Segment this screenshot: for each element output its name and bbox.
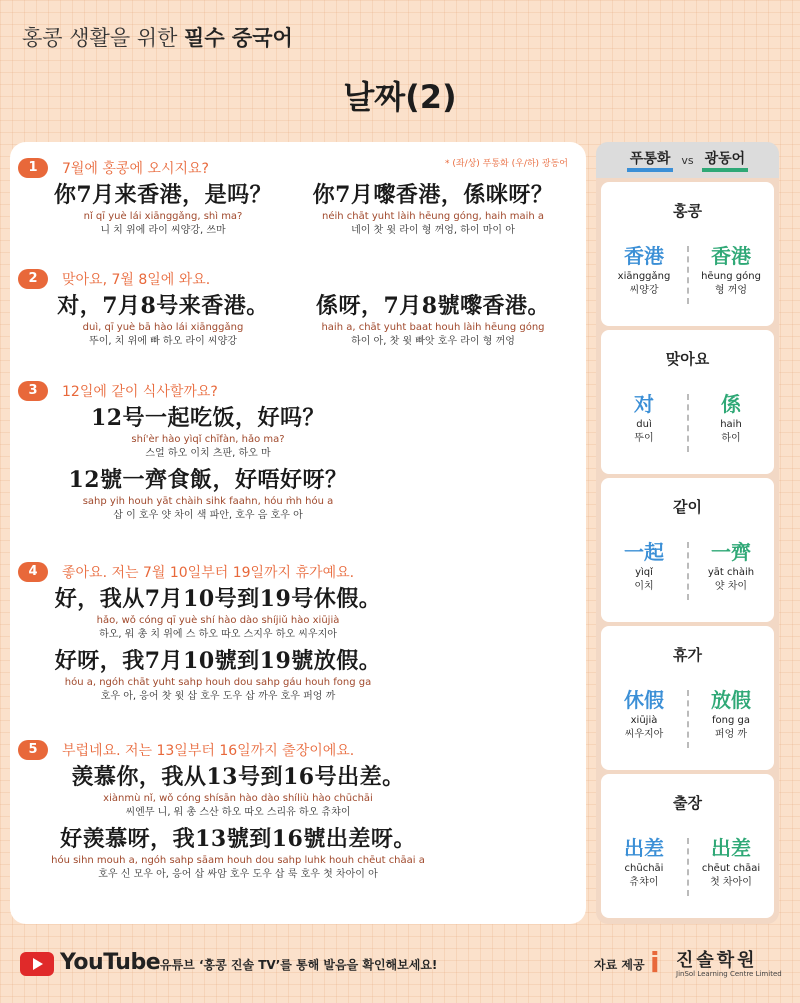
cantonese-korean-reading: 첫 차아이 — [710, 877, 752, 888]
mandarin-korean-reading: 뚜이, 치 위에 빠 하오 라이 씨양강 — [89, 336, 237, 347]
mandarin-korean-reading: 씨엔무 니, 워 총 스산 하오 따오 스리유 하오 츄챠이 — [125, 807, 351, 818]
lesson-korean: 12일에 같이 식사할까요? — [62, 384, 218, 400]
series-subtitle: 홍콩 생활을 위한 필수 중국어 — [22, 26, 293, 50]
vocab-korean: 홍콩 — [673, 202, 702, 220]
lesson-number: 4 — [18, 562, 48, 582]
lesson-2 — [18, 267, 578, 349]
youtube-play-icon[interactable] — [20, 952, 54, 976]
lesson-4 — [18, 560, 578, 704]
mandarin-romanization: xiūjià — [630, 715, 658, 726]
vocab-korean: 휴가 — [673, 646, 702, 664]
mandarin-korean-reading: 츄챠이 — [629, 877, 659, 888]
mandarin-sentence: 羡慕你，我从13号到16号出差。 — [71, 764, 405, 790]
cantonese-korean-reading: 하이 — [721, 433, 741, 444]
lesson-korean: 7월에 홍콩에 오시지요? — [62, 161, 209, 177]
jinsol-logo — [650, 946, 790, 982]
mandarin-romanization: xiānggǎng — [617, 271, 671, 282]
cantonese-korean-reading: 퍼엉 까 — [714, 729, 748, 740]
mandarin-romanization: chūchāi — [624, 863, 664, 874]
mandarin-korean-reading: 이치 — [634, 581, 654, 592]
mandarin-korean-reading: 스얼 하오 이치 츠판, 하오 마 — [145, 448, 271, 459]
cantonese-word: 香港 — [711, 244, 751, 268]
lesson-number: 5 — [18, 740, 48, 760]
cantonese-korean-reading: 하이 아, 찻 윗 빠앗 호우 라이 형 꺼엉 — [351, 336, 515, 347]
mandarin-romanization: yìqǐ — [635, 567, 653, 578]
cantonese-korean-reading: 호우 아, 응어 찻 윗 삽 호우 도우 삽 까우 호우 퍼엉 까 — [100, 691, 336, 702]
lesson-card — [10, 142, 586, 924]
logo-name: 진솔학원 — [676, 950, 758, 971]
cantonese-romanization: fong ga — [712, 715, 750, 726]
lesson-1 — [18, 156, 578, 238]
youtube-message: 유튜브 ‘홍콩 진솔 TV’를 통해 발음을 확인해보세요! — [160, 958, 438, 972]
cantonese-sentence: 好呀，我7月10號到19號放假。 — [54, 648, 382, 674]
mandarin-sentence: 好，我从7月10号到19号休假。 — [54, 586, 382, 612]
lesson-3 — [18, 379, 578, 523]
lesson-number: 2 — [18, 269, 48, 289]
mandarin-sentence: 对，7月8号来香港。 — [57, 293, 269, 319]
mandarin-label: 푸통화 — [627, 148, 674, 172]
vocab-korean: 맞아요 — [665, 350, 710, 368]
lesson-5 — [18, 738, 578, 882]
lesson-number: 1 — [18, 158, 48, 178]
lesson-korean: 맞아요, 7월 8일에 와요. — [62, 272, 211, 288]
mandarin-korean-reading: 씨우지아 — [624, 729, 664, 740]
youtube-wordmark[interactable]: YouTube — [60, 950, 161, 975]
cantonese-korean-reading: 네이 찻 윗 라이 형 꺼엉, 하이 마이 아 — [351, 225, 515, 236]
lesson-korean: 부럽네요. 저는 13일부터 16일까지 출장이에요. — [62, 743, 355, 759]
mandarin-korean-reading: 니 치 위에 라이 씨양강, 쓰마 — [100, 225, 226, 236]
cantonese-korean-reading: 호우 신 모우 아, 응어 삽 싸암 호우 도우 삽 룩 호우 첫 차아이 아 — [98, 869, 378, 880]
cantonese-romanization: haih — [720, 419, 742, 430]
cantonese-romanization: néih chāt yuht làih hēung góng, haih maih a — [322, 211, 544, 222]
mandarin-word: 一起 — [624, 540, 664, 564]
cantonese-sentence: 你7月嚟香港，係咪呀？ — [312, 182, 554, 208]
logo-mark-icon: i — [650, 946, 660, 979]
mandarin-romanization: duì, qī yuè bā hào lái xiānggǎng — [82, 322, 244, 333]
mandarin-romanization: xiànmù nǐ, wǒ cóng shísān hào dào shíliù hào chūchāi — [103, 793, 373, 804]
mandarin-word: 香港 — [624, 244, 664, 268]
cantonese-romanization: sahp yih houh yāt chàih sihk faahn, hóu m̀h hóu a — [82, 496, 334, 507]
cantonese-romanization: yāt chàih — [707, 567, 755, 578]
mandarin-korean-reading: 씨양강 — [629, 285, 659, 296]
cantonese-sentence: 12號一齊食飯，好唔好呀？ — [68, 467, 348, 493]
compare-header — [596, 142, 779, 178]
cantonese-korean-reading: 형 꺼엉 — [714, 285, 748, 296]
vocab-korean: 같이 — [673, 498, 702, 516]
footer — [0, 944, 800, 984]
vocab-item — [601, 478, 774, 622]
cantonese-romanization: hóu sihn mouh a, ngóh sahp sāam houh dou sahp luhk houh chēut chāai a — [51, 855, 425, 866]
vocab-item — [601, 330, 774, 474]
language-note: * (좌/상) 푸통화 (우/하) 광동어 — [445, 159, 568, 169]
cantonese-word: 出差 — [711, 836, 751, 860]
vs-label: vs — [681, 153, 694, 167]
vocab-item — [601, 774, 774, 918]
vocab-item — [601, 626, 774, 770]
lesson-number: 3 — [18, 381, 48, 401]
mandarin-korean-reading: 뚜이 — [634, 433, 654, 444]
vocab-korean: 출장 — [673, 794, 702, 812]
cantonese-word: 係 — [721, 392, 741, 416]
cantonese-korean-reading: 삽 이 호우 얏 차이 색 파안, 호우 음 호우 아 — [113, 510, 303, 521]
cantonese-sentence: 好羡慕呀，我13號到16號出差呀。 — [60, 826, 416, 852]
cantonese-romanization: haih a, chāt yuht baat houh làih hēung góng — [321, 322, 545, 333]
logo-subtitle: JinSol Learning Centre Limited — [676, 970, 782, 978]
cantonese-romanization: hóu a, ngóh chāt yuht sahp houh dou sahp gáu houh fong ga — [64, 677, 372, 688]
mandarin-romanization: duì — [636, 419, 652, 430]
mandarin-sentence: 12号一起吃饭，好吗？ — [90, 405, 326, 431]
cantonese-korean-reading: 얏 차이 — [714, 581, 748, 592]
mandarin-romanization: nǐ qī yuè lái xiānggǎng, shì ma? — [83, 211, 243, 222]
cantonese-word: 放假 — [711, 688, 751, 712]
cantonese-word: 一齊 — [711, 540, 751, 564]
mandarin-romanization: shí'èr hào yìqǐ chīfàn, hǎo ma? — [131, 434, 285, 445]
mandarin-word: 出差 — [624, 836, 664, 860]
mandarin-romanization: hǎo, wǒ cóng qī yuè shí hào dào shíjiǔ hào xiūjià — [96, 615, 340, 626]
cantonese-romanization: chēut chāai — [701, 863, 761, 874]
lesson-korean: 좋아요. 저는 7월 10일부터 19일까지 휴가예요. — [62, 565, 355, 581]
mandarin-korean-reading: 하오, 워 총 치 위에 스 하오 따오 스지우 하오 씨우지아 — [99, 629, 337, 640]
page-title: 날짜(2) — [343, 78, 457, 116]
cantonese-romanization: hēung góng — [701, 271, 761, 282]
cantonese-label: 광동어 — [702, 148, 749, 172]
source-label: 자료 제공 — [594, 958, 645, 972]
mandarin-sentence: 你7月来香港，是吗？ — [53, 182, 273, 208]
vocab-item — [601, 182, 774, 326]
mandarin-word: 对 — [634, 392, 654, 416]
cantonese-sentence: 係呀，7月8號嚟香港。 — [315, 293, 551, 319]
mandarin-word: 休假 — [624, 688, 664, 712]
vocab-compare-panel — [596, 142, 779, 924]
